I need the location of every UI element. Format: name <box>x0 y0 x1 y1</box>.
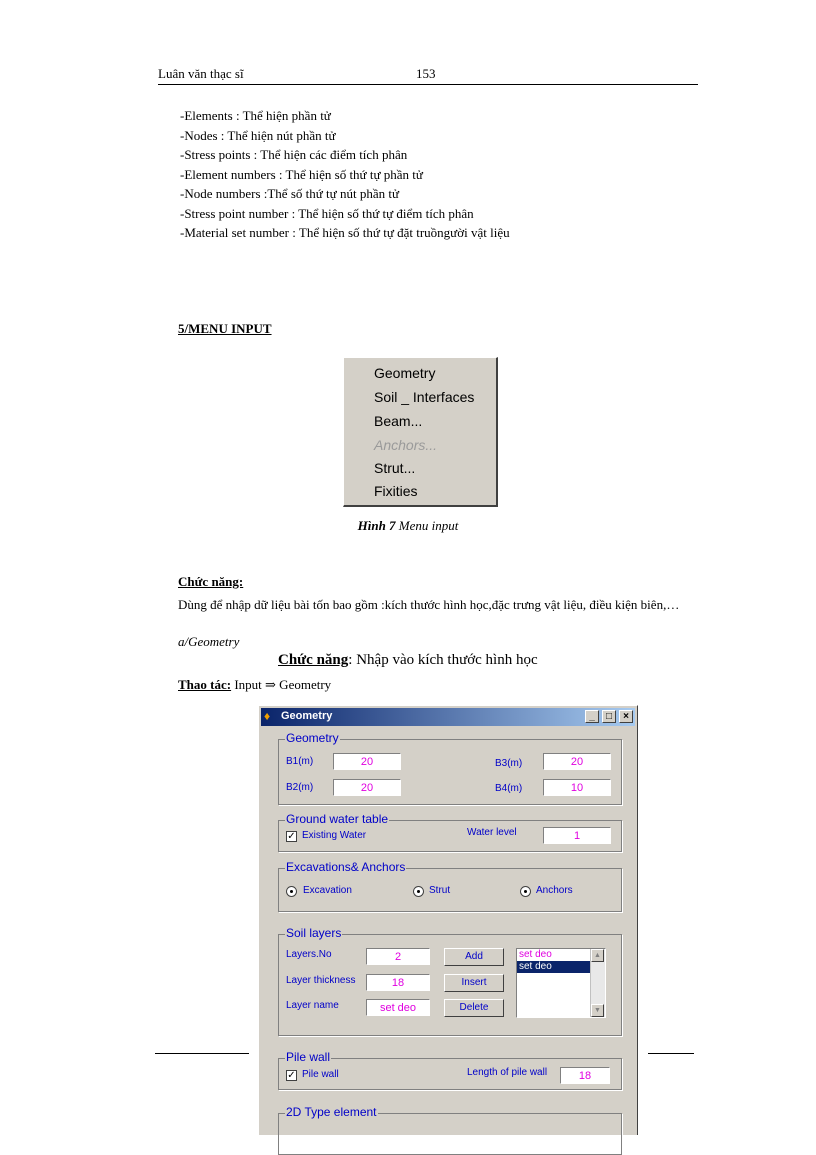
geometry-function-text: : Nhập vào kích thước hình học <box>348 652 538 668</box>
subsection-title: a/Geometry <box>178 634 240 649</box>
group-title: 2D Type element <box>286 1105 377 1119</box>
list-item: -Element numbers : Thể hiện số thứ tự phần tử <box>180 166 423 182</box>
geometry-dialog <box>258 705 638 1135</box>
figure-caption <box>0 518 816 534</box>
b2-input[interactable]: 20 <box>333 779 401 796</box>
scroll-down-icon[interactable]: ▼ <box>591 1004 604 1017</box>
groundwater-group <box>278 812 622 852</box>
layer-thickness-label: Layer thickness <box>286 975 356 986</box>
list-item: -Node numbers :Thể số thứ tự nút phần tử <box>180 186 399 201</box>
group-title: Excavations& Anchors <box>286 860 406 874</box>
layers-no-input[interactable]: 2 <box>366 948 430 965</box>
pile-wall-group <box>278 1050 622 1090</box>
group-title: Geometry <box>286 731 339 745</box>
list-item: -Material set number : Thể hiện số thứ tự đặt truồngười vật liệu <box>180 225 510 240</box>
menu-item-anchors: Anchors... <box>374 437 438 453</box>
pile-length-input[interactable]: 18 <box>560 1067 610 1084</box>
soil-layers-group <box>278 926 622 1036</box>
function-heading: Chức năng: <box>178 574 244 589</box>
layer-name-label: Layer name <box>286 1000 339 1011</box>
b4-label: B4(m) <box>495 783 523 794</box>
operation-line <box>178 677 331 693</box>
caption-text: Menu input <box>395 518 459 533</box>
water-level-label: Water level <box>467 827 517 838</box>
menu-item-fixities[interactable]: Fixities <box>374 483 418 499</box>
footer-rule-left <box>155 1053 249 1054</box>
layer-thickness-input[interactable]: 18 <box>366 974 430 991</box>
layer-name-input[interactable]: set deo <box>366 999 430 1016</box>
pile-length-label: Length of pile wall <box>467 1067 548 1078</box>
caption-label: Hình 7 <box>357 518 396 533</box>
footer-rule-right <box>648 1053 694 1054</box>
insert-button[interactable]: Insert <box>444 974 504 992</box>
menu-item-beam[interactable]: Beam... <box>374 413 423 429</box>
feature-list <box>180 106 510 243</box>
strut-radio[interactable] <box>413 886 424 897</box>
menu-item-strut[interactable]: Strut... <box>374 460 416 476</box>
b3-input[interactable]: 20 <box>543 753 611 770</box>
close-button[interactable]: × <box>619 710 633 723</box>
app-icon: ♦ <box>264 709 271 723</box>
water-level-input[interactable]: 1 <box>543 827 611 844</box>
operation-label: Thao tác: <box>178 677 232 692</box>
group-title: Soil layers <box>286 926 342 940</box>
b2-label: B2(m) <box>286 782 314 793</box>
excavation-group <box>278 860 622 912</box>
list-item: -Nodes : Thể hiện nút phần tử <box>180 127 336 143</box>
anchors-radio[interactable] <box>520 886 531 897</box>
input-menu <box>343 357 498 507</box>
scroll-up-icon[interactable]: ▲ <box>591 949 604 962</box>
excavation-radio[interactable] <box>286 886 297 897</box>
group-title: Ground water table <box>286 812 389 826</box>
excavation-label: Excavation <box>303 885 352 896</box>
header-title: Luân văn thạc sĩ <box>158 66 244 81</box>
list-item: -Stress point number : Thể hiện số thứ tự điểm tích phân <box>180 205 474 221</box>
delete-button[interactable]: Delete <box>444 999 504 1017</box>
function-text: Dùng để nhập dữ liệu bài tốn bao gồm :kích thước hình học,đặc trưng vật liệu, điều kiện biên,… <box>178 597 680 612</box>
list-item[interactable]: set deo <box>519 949 552 960</box>
section-title: 5/MENU INPUT <box>178 321 272 336</box>
pile-wall-label: Pile wall <box>302 1069 339 1080</box>
b1-input[interactable]: 20 <box>333 753 401 770</box>
menu-item-soil-interfaces[interactable]: Soil _ Interfaces <box>374 389 475 405</box>
page-header <box>158 66 698 85</box>
geometry-function <box>278 652 538 669</box>
list-item: -Stress points : Thể hiện các điểm tích phân <box>180 147 408 162</box>
b4-input[interactable]: 10 <box>543 779 611 796</box>
group-title: Pile wall <box>286 1050 331 1064</box>
anchors-label: Anchors <box>536 885 573 896</box>
list-item[interactable]: set deo <box>517 961 591 973</box>
add-button[interactable]: Add <box>444 948 504 966</box>
b1-label: B1(m) <box>286 756 314 767</box>
layer-list[interactable] <box>516 948 606 1018</box>
menu-item-geometry[interactable]: Geometry <box>374 365 436 381</box>
layers-no-label: Layers.No <box>286 949 332 960</box>
minimize-button[interactable]: _ <box>585 710 599 723</box>
dialog-title: Geometry <box>281 710 333 722</box>
pile-wall-checkbox[interactable]: ✓ <box>287 1070 296 1081</box>
geometry-function-label: Chức năng <box>278 652 349 668</box>
page-number: 153 <box>416 66 436 81</box>
maximize-button[interactable]: □ <box>602 710 616 723</box>
existing-water-checkbox[interactable]: ✓ <box>287 831 296 842</box>
list-item: -Elements : Thể hiện phần tử <box>180 108 331 123</box>
list-scrollbar[interactable] <box>590 949 605 1017</box>
strut-label: Strut <box>429 885 451 896</box>
title-bar[interactable] <box>261 708 635 726</box>
b3-label: B3(m) <box>495 758 523 769</box>
type-element-group <box>278 1105 622 1155</box>
existing-water-label: Existing Water <box>302 830 367 841</box>
operation-text: Input ⇒ Geometry <box>231 677 332 692</box>
geometry-group <box>278 731 622 805</box>
